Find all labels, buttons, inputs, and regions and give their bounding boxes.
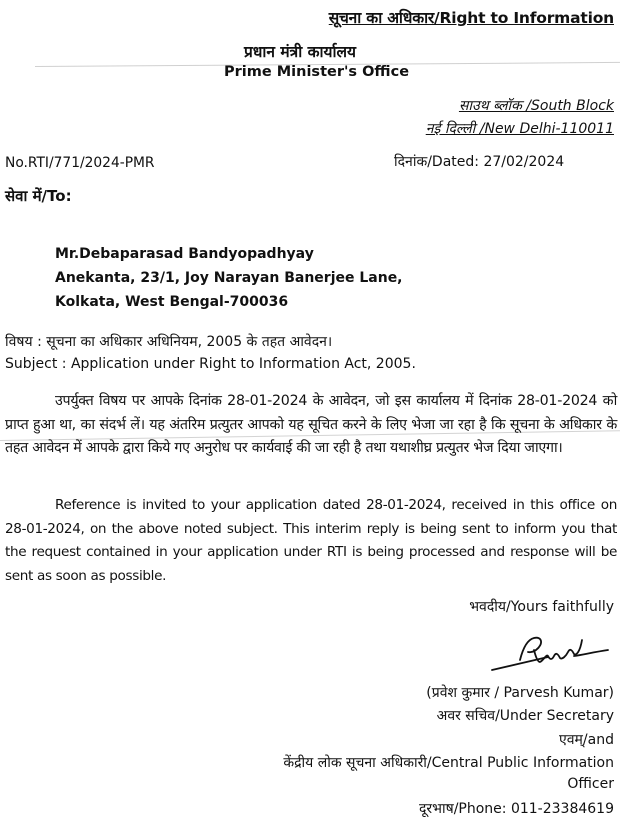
subject-english: Subject : Application under Right to Information Act, 2005. xyxy=(5,356,416,372)
signatory-conjunction: एवम्/and xyxy=(559,732,614,748)
recipient-address-line-1: Anekanta, 23/1, Joy Narayan Banerjee Lane, xyxy=(55,270,403,286)
signatory-role-line-2: Officer xyxy=(567,776,614,792)
office-name-hindi: प्रधान मंत्री कार्यालय xyxy=(244,43,357,61)
body-paragraph-english: Reference is invited to your application dated 28-01-2024, received in this office on 28-01-2024, on the above noted subject. This interim reply is being sent to inform you that the request contained in your application under RTI is being processed and response will be sent as soon as possible. xyxy=(5,497,617,584)
letter-date: दिनांक/Dated: 27/02/2024 xyxy=(394,154,565,170)
rti-header-title: सूचना का अधिकार/Right to Information xyxy=(328,9,614,27)
signatory-designation: अवर सचिव/Under Secretary xyxy=(436,708,614,724)
office-name-english: Prime Minister's Office xyxy=(224,64,410,80)
closing-salutation: भवदीय/Yours faithfully xyxy=(469,599,614,615)
recipient-address-line-2: Kolkata, West Bengal-700036 xyxy=(55,294,289,310)
recipient-name: Mr.Debaparasad Bandyopadhyay xyxy=(55,246,314,262)
signatory-phone: दूरभाष/Phone: 011-23384619 xyxy=(418,801,614,817)
to-label: सेवा में/To: xyxy=(5,187,72,205)
handwritten-signature-icon xyxy=(490,630,610,680)
subject-hindi: विषय : सूचना का अधिकार अधिनियम, 2005 के तहत आवेदन। xyxy=(5,334,333,350)
office-address-line-1: साउथ ब्लॉक /South Block xyxy=(458,98,614,114)
signatory-name: (प्रवेश कुमार / Parvesh Kumar) xyxy=(426,685,614,701)
office-address-line-2: नई दिल्ली /New Delhi-110011 xyxy=(425,121,614,137)
reference-number: No.RTI/771/2024-PMR xyxy=(5,155,155,171)
body-paragraph-hindi: उपर्युक्त विषय पर आपके दिनांक 28-01-2024 के आवेदन, जो इस कार्यालय में दिनांक 28-01-2024 को प्राप्त हुआ था, का संदर्भ लें। यह अंतरिम प्रत्युतर आपको यह सूचित करने के लिए भेजा जा रहा है कि सूचना के अधिकार के तहत आवेदन में आपके द्वारा किये गए अनुरोध पर कार्यवाई की जा रही है तथा यथाशीघ्र प्रत्युतर भेज दिया जाएगा। xyxy=(5,393,617,456)
signatory-role-line-1: केंद्रीय लोक सूचना अधिकारी/Central Public Information xyxy=(283,755,614,771)
